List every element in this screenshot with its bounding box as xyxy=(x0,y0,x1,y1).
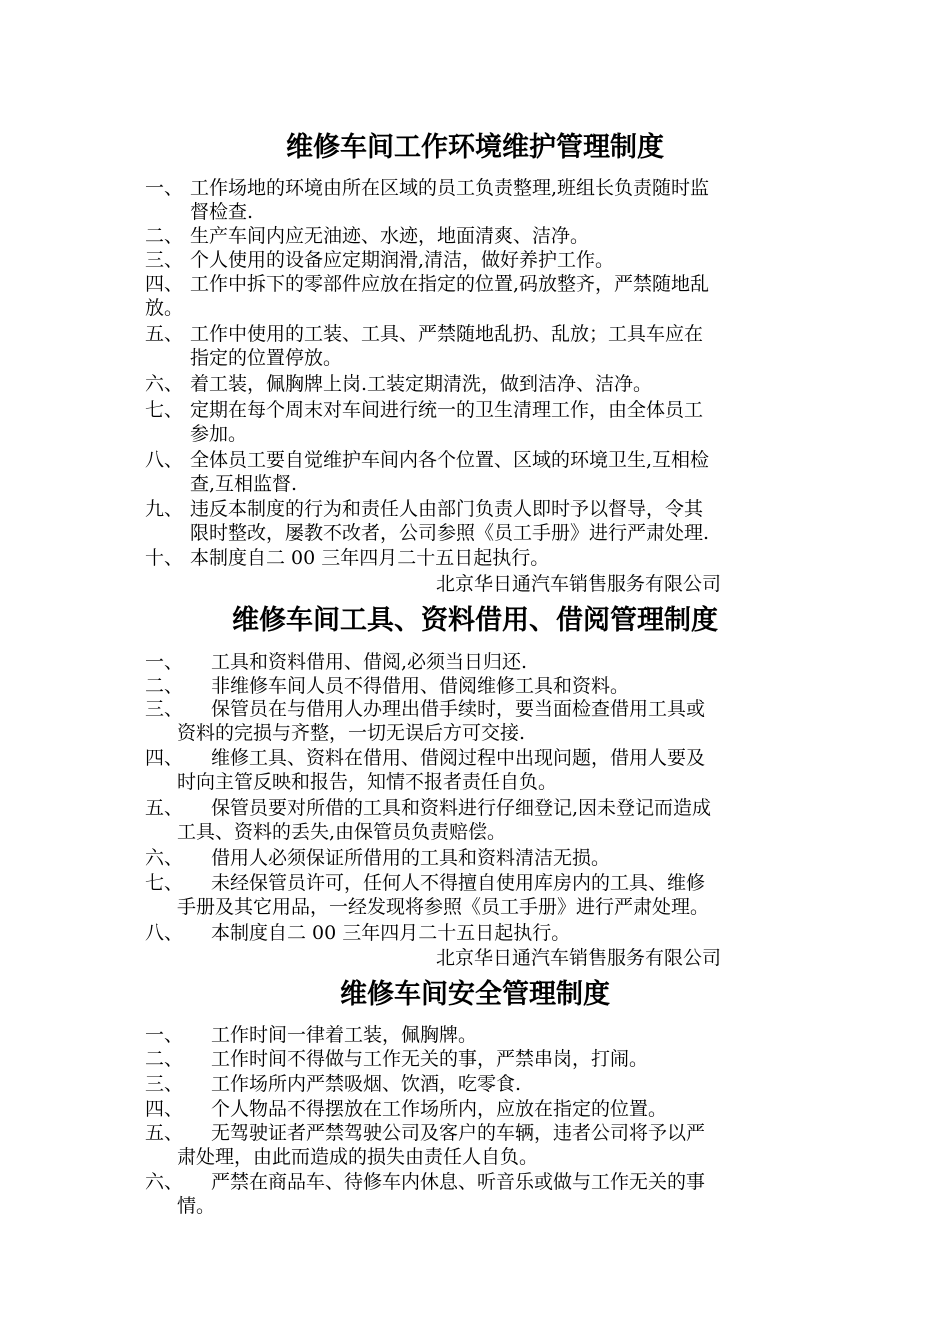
list-item xyxy=(145,1023,810,1047)
item-number: 一、 xyxy=(145,651,184,673)
item-text: 工作场地的环境由所在区域的员工负责整理,班组长负责随时监 xyxy=(190,177,710,199)
item-number: 二、 xyxy=(145,1048,184,1070)
list-item xyxy=(145,448,810,496)
item-number: 八、 xyxy=(145,449,184,471)
item-text-continued: 手册及其它用品，一经发现将参照《员工手册》进行严肃处理。 xyxy=(177,896,710,918)
item-text: 工作时间一律着工装，佩胸牌。 xyxy=(211,1024,478,1046)
item-text: 工作场所内严禁吸烟、饮酒，吃零食. xyxy=(211,1073,522,1095)
item-text: 工作中拆下的零部件应放在指定的位置,码放整齐，严禁随地乱 xyxy=(190,273,710,295)
item-number: 四、 xyxy=(145,747,184,769)
item-text: 本制度自二 00 三年四月二十五日起执行。 xyxy=(190,547,550,569)
item-text: 保管员要对所借的工具和资料进行仔细登记,因未登记而造成 xyxy=(211,797,712,819)
list-item xyxy=(145,546,810,570)
section-title: 维修车间工具、资料借用、借阅管理制度 xyxy=(232,605,718,636)
list-item xyxy=(145,248,810,272)
item-text-continued: 限时整改，屡教不改者，公司参照《员工手册》进行严肃处理. xyxy=(190,522,710,544)
list-item xyxy=(145,1121,810,1169)
item-number: 三、 xyxy=(145,698,184,720)
item-number: 一、 xyxy=(145,1024,184,1046)
item-number: 五、 xyxy=(145,797,184,819)
item-text: 工具和资料借用、借阅,必须当日归还. xyxy=(211,651,528,673)
list-item xyxy=(145,846,810,870)
list-item xyxy=(145,176,810,224)
item-text: 全体员工要自觉维护车间内各个位置、区域的环境卫生,互相检 xyxy=(190,449,710,471)
item-text: 借用人必须保证所借用的工具和资料清洁无损。 xyxy=(211,847,611,869)
item-number: 七、 xyxy=(145,399,184,421)
item-text-continued: 放。 xyxy=(145,297,184,319)
item-number: 六、 xyxy=(145,847,184,869)
company-signature: 北京华日通汽车销售服务有限公司 xyxy=(436,947,722,969)
item-number: 三、 xyxy=(145,1073,184,1095)
list-item xyxy=(145,1097,810,1121)
item-number: 二、 xyxy=(145,225,184,247)
item-text-continued: 工具、资料的丢失,由保管员负责赔偿。 xyxy=(177,821,507,843)
item-text: 维修工具、资料在借用、借阅过程中出现问题，借用人要及 xyxy=(211,747,706,769)
item-text: 无驾驶证者严禁驾驶公司及客户的车辆，违者公司将予以严 xyxy=(211,1122,706,1144)
item-number: 六、 xyxy=(145,373,184,395)
item-text: 个人物品不得摆放在工作场所内，应放在指定的位置。 xyxy=(211,1098,668,1120)
item-number: 四、 xyxy=(145,1098,184,1120)
list-item xyxy=(145,1047,810,1071)
list-item xyxy=(145,871,810,919)
item-text-continued: 时向主管反映和报告，知情不报者责任自负。 xyxy=(177,771,558,793)
item-text: 定期在每个周末对车间进行统一的卫生清理工作，由全体员工 xyxy=(190,399,704,421)
item-text: 保管员在与借用人办理出借手续时，要当面检查借用工具或 xyxy=(211,698,706,720)
list-item xyxy=(145,921,810,945)
item-number: 五、 xyxy=(145,323,184,345)
item-text-continued: 情。 xyxy=(177,1195,216,1217)
list-item xyxy=(145,1072,810,1096)
item-text: 工作中使用的工装、工具、严禁随地乱扔、乱放；工具车应在 xyxy=(190,323,704,345)
item-number: 五、 xyxy=(145,1122,184,1144)
section-title: 维修车间工作环境维护管理制度 xyxy=(286,132,664,163)
item-text: 着工装，佩胸牌上岗.工装定期清洗，做到洁净、洁净。 xyxy=(190,373,653,395)
list-item xyxy=(145,746,810,794)
item-text: 个人使用的设备应定期润滑,清洁，做好养护工作。 xyxy=(190,249,615,271)
item-number: 七、 xyxy=(145,872,184,894)
item-number: 四、 xyxy=(145,273,184,295)
item-number: 三、 xyxy=(145,249,184,271)
item-text: 非维修车间人员不得借用、借阅维修工具和资料。 xyxy=(211,675,630,697)
item-text: 生产车间内应无油迹、水迹，地面清爽、洁净。 xyxy=(190,225,590,247)
item-number: 六、 xyxy=(145,1171,184,1193)
item-text-continued: 查,互相监督. xyxy=(190,473,298,495)
list-item xyxy=(145,398,810,446)
list-item xyxy=(145,272,810,320)
item-number: 八、 xyxy=(145,922,184,944)
list-item xyxy=(145,796,810,844)
list-item xyxy=(145,224,810,248)
item-number: 二、 xyxy=(145,675,184,697)
item-text: 未经保管员许可，任何人不得擅自使用库房内的工具、维修 xyxy=(211,872,706,894)
company-signature: 北京华日通汽车销售服务有限公司 xyxy=(436,573,722,595)
list-item xyxy=(145,697,810,745)
item-text-continued: 参加。 xyxy=(190,423,248,445)
item-text-continued: 指定的位置停放。 xyxy=(190,347,343,369)
list-item xyxy=(145,497,810,545)
section-title: 维修车间安全管理制度 xyxy=(340,979,610,1010)
list-item xyxy=(145,322,810,370)
list-item xyxy=(145,1170,810,1218)
list-item xyxy=(145,372,810,396)
item-text: 严禁在商品车、待修车内休息、听音乐或做与工作无关的事 xyxy=(211,1171,706,1193)
item-number: 九、 xyxy=(145,498,184,520)
list-item xyxy=(145,674,810,698)
item-number: 十、 xyxy=(145,547,184,569)
item-text-continued: 督检查. xyxy=(190,201,254,223)
item-text: 违反本制度的行为和责任人由部门负责人即时予以督导，令其 xyxy=(190,498,704,520)
item-text: 工作时间不得做与工作无关的事，严禁串岗，打闹。 xyxy=(211,1048,649,1070)
item-text-continued: 肃处理，由此而造成的损失由责任人自负。 xyxy=(177,1146,539,1168)
item-text-continued: 资料的完损与齐整，一切无误后方可交接. xyxy=(177,722,526,744)
item-text: 本制度自二 00 三年四月二十五日起执行。 xyxy=(211,922,571,944)
list-item xyxy=(145,650,810,674)
item-number: 一、 xyxy=(145,177,184,199)
